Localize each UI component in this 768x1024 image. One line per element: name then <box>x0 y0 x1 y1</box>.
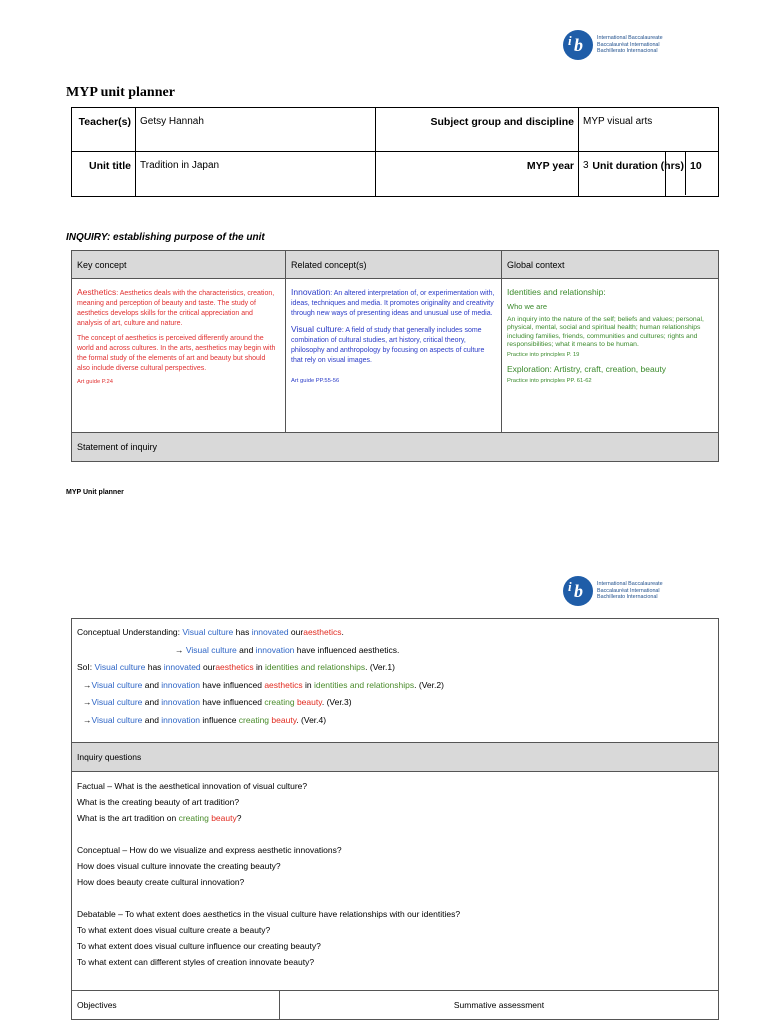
conceptual-question: Conceptual – How do we visualize and express aesthetic innovations? <box>77 845 342 855</box>
soi-version-3: →Visual culture and innovation have influenced creating beauty. (Ver.3) <box>83 697 352 707</box>
conceptual-question-2: How does visual culture innovate the creating beauty? <box>77 861 281 871</box>
ib-logo-page2 <box>563 576 663 606</box>
ib-logo <box>563 30 663 60</box>
ib-logo-icon: i b <box>563 30 593 60</box>
debatable-question-4: To what extent can different styles of creation innovate beauty? <box>77 957 315 967</box>
duration-value: 10 <box>690 160 702 172</box>
understanding-sub-line: → Visual culture and innovation have influenced aesthetics. <box>175 644 400 655</box>
soi-version-1: SoI: Visual culture has innovated ouraesthetics in identities and relationships. (Ver.1) <box>77 662 395 672</box>
summative-assessment-header: Summative assessment <box>280 991 719 1020</box>
conceptual-understanding-line: Conceptual Understanding: Visual culture has innovated ouraesthetics. <box>77 627 344 637</box>
teacher-label: Teacher(s) <box>72 108 136 152</box>
header-table <box>71 107 719 152</box>
inquiry-section-title: INQUIRY: establishing purpose of the unit <box>66 232 265 243</box>
debatable-question-3: To what extent does visual culture influence our creating beauty? <box>77 941 321 951</box>
subject-value: MYP visual arts <box>579 108 719 152</box>
related-term-innovation: Innovation <box>291 287 331 297</box>
key-concept-cell <box>72 279 286 433</box>
related-def-innovation: : An altered interpretation of, or experimentation with, ideas, techniques and media. It promotes originality and creativity through new ways of presenting ideas and unusual use of media. <box>291 290 495 317</box>
debatable-question: Debatable – To what extent does aesthetics in the visual culture have relationships with our identities? <box>77 909 461 919</box>
soi-version-4: →Visual culture and innovation influence creating beauty. (Ver.4) <box>83 714 327 725</box>
global-context-cell <box>502 279 719 433</box>
related-term-visual-culture: Visual culture <box>291 324 342 334</box>
subject-label: Subject group and discipline <box>376 108 579 152</box>
related-concepts-cell <box>286 279 502 433</box>
statement-of-inquiry-header: Statement of inquiry <box>72 433 719 462</box>
page-title: MYP unit planner <box>66 85 175 100</box>
conceptual-question-3: How does beauty create cultural innovation? <box>77 877 245 887</box>
inquiry-table <box>71 250 719 462</box>
key-concept-paragraph: The concept of aesthetics is perceived differently around the world and across cultures. In the arts, aesthetics may begin with the formal study of the elements of art and beauty but should also include diverse cultural perspectives. <box>77 335 276 372</box>
teacher-value: Getsy Hannah <box>136 108 376 152</box>
inquiry-questions-cell <box>72 772 719 991</box>
related-concepts-reference: Art guide PP.55-56 <box>291 378 340 384</box>
ib-logo-text: International Baccalaureate Baccalauréat International Bachillerato Internacional <box>597 35 663 55</box>
header-table-row2 <box>71 151 719 197</box>
key-concept-reference: Art guide P.24 <box>77 379 113 385</box>
key-concept-definition: : Aesthetics deals with the characteristics, creation, meaning and perception of beauty and taste. The study of aesthetics develops skills for the critical appreciation and analysis of art, culture and nature. <box>77 290 275 327</box>
global-context-reference-1: Practice into principles P. 19 <box>507 352 580 359</box>
debatable-question-2: To what extent does visual culture create a beauty? <box>77 925 271 935</box>
ib-logo-text: International Baccalaureate Baccalauréat International Bachillerato Internacional <box>597 581 663 601</box>
myp-year-value: 3 <box>579 152 666 197</box>
unit-title-value: Tradition in Japan <box>136 152 376 197</box>
global-context-heading: Identities and relationship: <box>507 287 606 297</box>
understanding-table <box>71 618 719 1020</box>
footer-label: MYP Unit planner <box>66 489 124 496</box>
global-context-reference-2: Practice into principles PP. 61-62 <box>507 378 592 385</box>
ib-logo-icon: i b <box>563 576 593 606</box>
global-context-exploration: Exploration: Artistry, craft, creation, beauty <box>507 364 667 375</box>
factual-question-2: What is the creating beauty of art tradition? <box>77 797 240 807</box>
duration-label: Unit duration (hrs) <box>592 160 684 172</box>
related-def-visual-culture: : A field of study that generally includes some combination of cultural studies, art history, critical theory, philosophy and anthropology by focusing on aspects of culture that rely on visual images. <box>291 327 485 364</box>
key-concept-header: Key concept <box>72 251 286 279</box>
soi-version-2: →Visual culture and innovation have influenced aesthetics in identities and relationships. (Ver.2) <box>83 679 444 690</box>
global-context-header: Global context <box>502 251 719 279</box>
myp-year-label: MYP year <box>376 152 579 197</box>
unit-title-label: Unit title <box>72 152 136 197</box>
factual-question-3: What is the art tradition on creating beauty? <box>77 813 242 823</box>
global-context-subheading: Who we are <box>507 302 548 311</box>
factual-question: Factual – What is the aesthetical innovation of visual culture? <box>77 781 308 791</box>
related-concepts-header: Related concept(s) <box>286 251 502 279</box>
inquiry-questions-header: Inquiry questions <box>72 743 719 772</box>
global-context-text: An inquiry into the nature of the self; beliefs and values; personal, physical, mental, social and spiritual health; human relationships including families, friends, communities and cultures; rights and responsibilities; what it means to be human. <box>507 316 704 348</box>
objectives-header: Objectives <box>72 991 280 1020</box>
conceptual-understanding-cell <box>72 619 719 743</box>
key-concept-term: Aesthetics <box>77 287 117 297</box>
